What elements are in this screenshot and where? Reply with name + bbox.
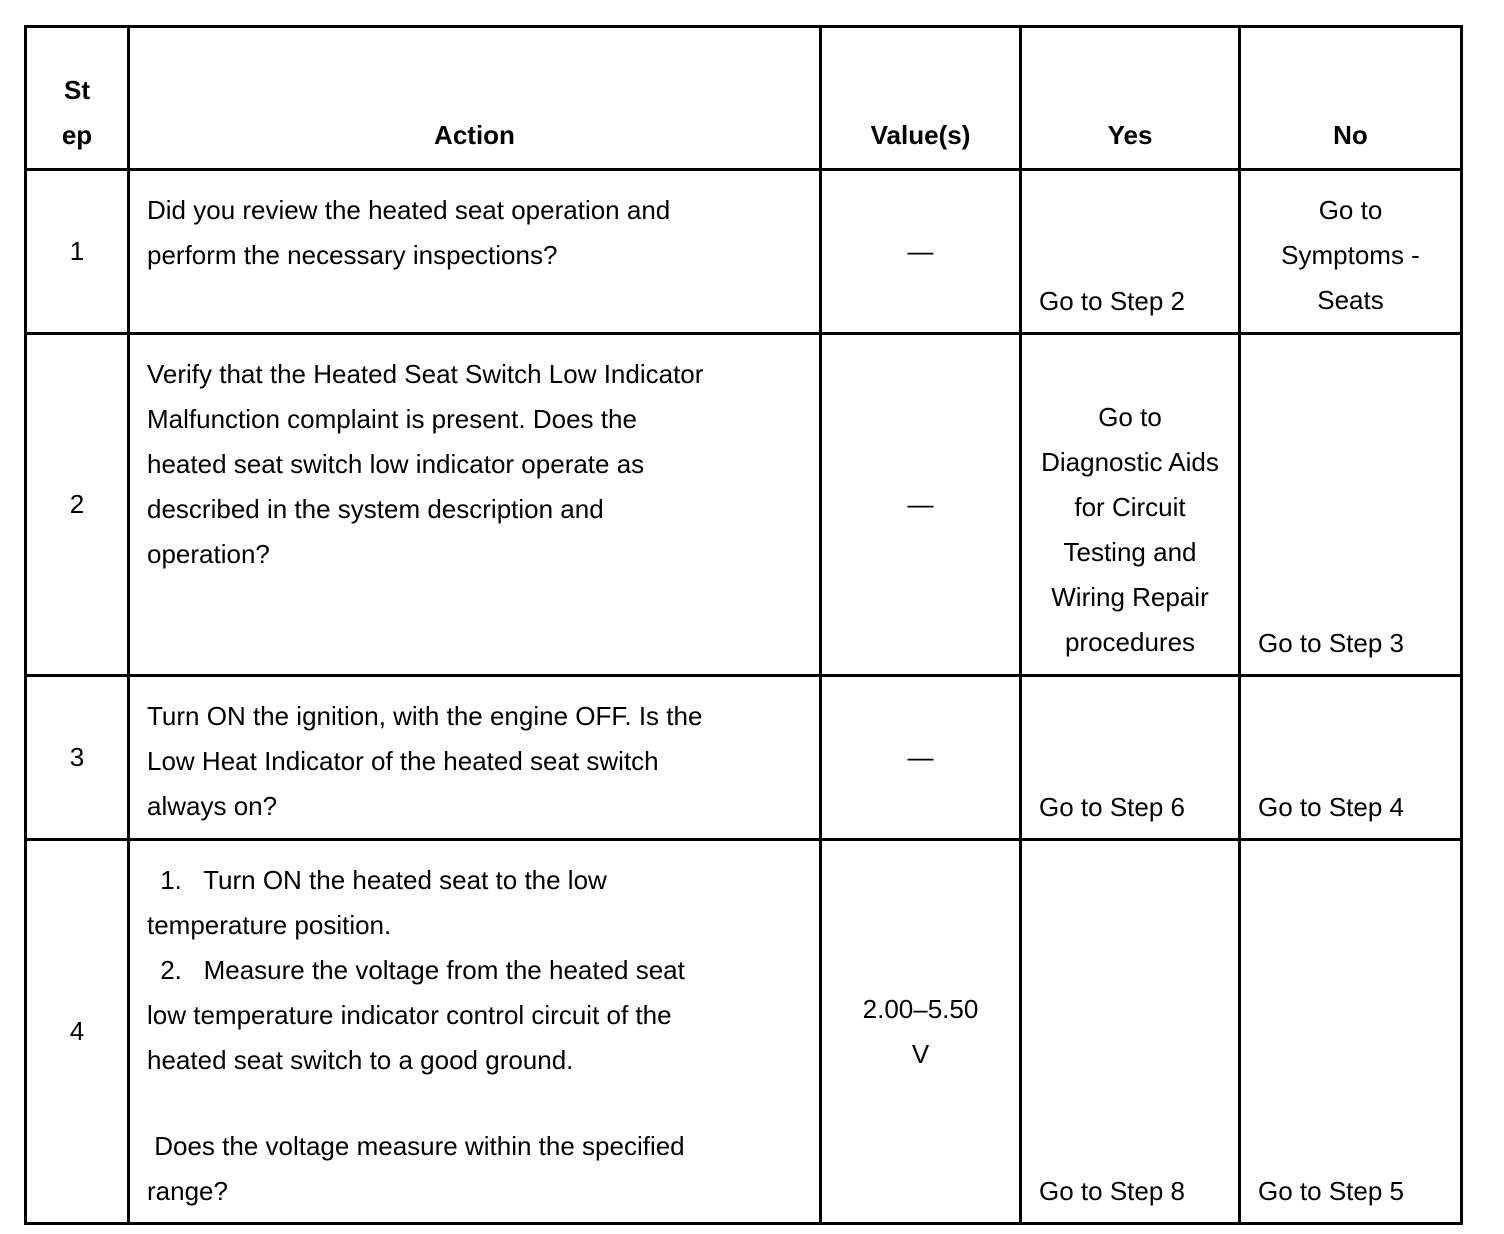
- yes-link[interactable]: Go to Step 6: [1021, 676, 1240, 840]
- action-cell: Turn ON the ignition, with the engine OFF. Is the Low Heat Indicator of the heated seat switch always on?: [129, 676, 821, 840]
- action-cell: Verify that the Heated Seat Switch Low Indicator Malfunction complaint is present. Does the heated seat switch low indicator operate as described in the system description and operation?: [129, 334, 821, 676]
- no-link[interactable]: Go to Step 4: [1240, 676, 1462, 840]
- value-cell: —: [821, 170, 1021, 334]
- table-row: [26, 334, 1462, 676]
- yes-link[interactable]: Go to Diagnostic Aids for Circuit Testing and Wiring Repair procedures: [1021, 334, 1240, 676]
- value-cell: 2.00–5.50 V: [821, 840, 1021, 1224]
- value-cell: —: [821, 334, 1021, 676]
- header-values: Value(s): [821, 27, 1021, 170]
- no-link[interactable]: Go to Symptoms - Seats: [1240, 170, 1462, 334]
- action-cell: Did you review the heated seat operation and perform the necessary inspections?: [129, 170, 821, 334]
- header-no: No: [1240, 27, 1462, 170]
- yes-link[interactable]: Go to Step 2: [1021, 170, 1240, 334]
- header-yes: Yes: [1021, 27, 1240, 170]
- no-link[interactable]: Go to Step 5: [1240, 840, 1462, 1224]
- step-number: 1: [26, 170, 129, 334]
- header-action: Action: [129, 27, 821, 170]
- table-row: [26, 170, 1462, 334]
- header-row: [26, 27, 1462, 170]
- spacer: [147, 1083, 809, 1124]
- step-number: 4: [26, 840, 129, 1224]
- table-row: [26, 840, 1462, 1224]
- no-link[interactable]: Go to Step 3: [1240, 334, 1462, 676]
- diagnostic-table: [24, 25, 1463, 1225]
- header-step: St ep: [26, 27, 129, 170]
- step-number: 2: [26, 334, 129, 676]
- value-cell: —: [821, 676, 1021, 840]
- yes-link[interactable]: Go to Step 8: [1021, 840, 1240, 1224]
- action-cell: 1. Turn ON the heated seat to the low temperature position. 2. Measure the voltage from the heated seat low temperature indicator control circuit of the heated seat switch to a good ground. Does the voltage measure within the specified range?: [129, 840, 821, 1224]
- table-row: [26, 676, 1462, 840]
- step-number: 3: [26, 676, 129, 840]
